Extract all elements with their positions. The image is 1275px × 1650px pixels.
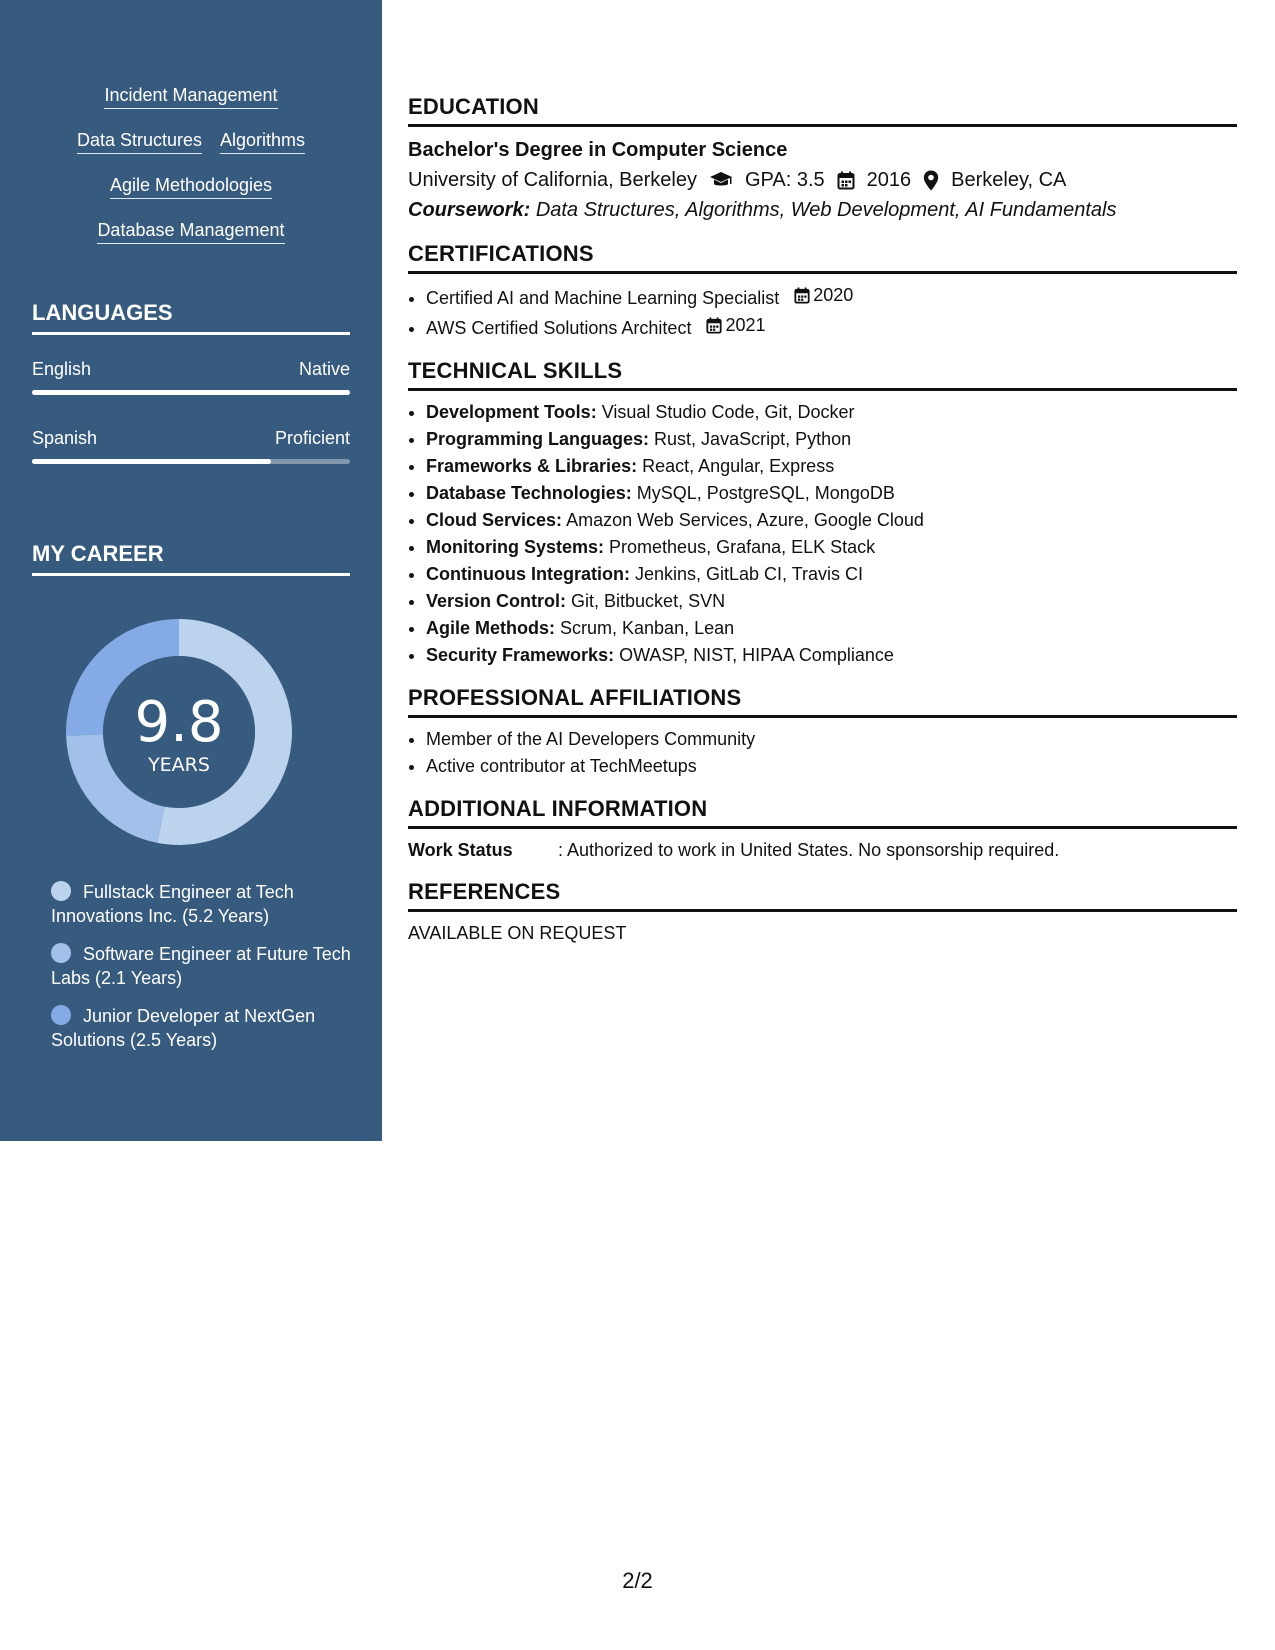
education-heading: EDUCATION bbox=[408, 92, 1237, 127]
legend-dot-icon bbox=[51, 1005, 71, 1025]
references-section bbox=[408, 877, 1237, 946]
skill-item: • Agile Methods: Scrum, Kanban, Lean bbox=[426, 615, 1237, 642]
career-legend bbox=[51, 880, 351, 1066]
skill-item: • Version Control: Git, Bitbucket, SVN bbox=[426, 588, 1237, 615]
degree-title: Bachelor's Degree in Computer Science bbox=[408, 139, 788, 161]
coursework-list: Data Structures, Algorithms, Web Development, AI Fundamentals bbox=[535, 199, 1117, 221]
language-bar-fill bbox=[32, 390, 350, 395]
references-heading: REFERENCES bbox=[408, 877, 1237, 912]
skill-tag[interactable]: Incident Management bbox=[104, 84, 277, 109]
skill-tags bbox=[0, 84, 382, 264]
calendar-icon bbox=[794, 287, 810, 304]
language-name: Spanish bbox=[32, 428, 98, 448]
career-total: 9.8 bbox=[134, 690, 224, 755]
skill-item: • Continuous Integration: Jenkins, GitLab CI, Travis CI bbox=[426, 561, 1237, 588]
career-label: Fullstack Engineer at Tech Innovations Inc. (5.2 Years) bbox=[51, 882, 294, 926]
education-location: Berkeley, CA bbox=[951, 169, 1067, 191]
affiliation-item: • Member of the AI Developers Community bbox=[426, 726, 1237, 753]
school-name: University of California, Berkeley bbox=[408, 169, 697, 191]
sidebar bbox=[0, 0, 382, 1141]
affiliations-heading: PROFESSIONAL AFFILIATIONS bbox=[408, 683, 1237, 718]
main-content bbox=[408, 92, 1237, 960]
certification-name: AWS Certified Solutions Architect bbox=[426, 318, 692, 338]
certifications-heading: CERTIFICATIONS bbox=[408, 239, 1237, 274]
certification-name: Certified AI and Machine Learning Specialist bbox=[426, 288, 780, 308]
career-legend-item bbox=[51, 942, 351, 990]
affiliations-section bbox=[408, 683, 1237, 780]
affiliations-list bbox=[408, 726, 1237, 780]
work-status-label: Work Status bbox=[408, 840, 513, 860]
skill-item: • Security Frameworks: OWASP, NIST, HIPAA Compliance bbox=[426, 642, 1237, 669]
additional-info-heading: ADDITIONAL INFORMATION bbox=[408, 794, 1237, 829]
skill-tag[interactable]: Agile Methodologies bbox=[110, 174, 272, 199]
certifications-list bbox=[408, 282, 1237, 342]
skill-item: • Programming Languages: Rust, JavaScript, Python bbox=[426, 426, 1237, 453]
skill-item: • Development Tools: Visual Studio Code, Git, Docker bbox=[426, 399, 1237, 426]
language-bar bbox=[32, 390, 350, 395]
certification-year: 2020 bbox=[794, 282, 853, 309]
languages-heading: LANGUAGES bbox=[32, 300, 350, 335]
language-bar-fill bbox=[32, 459, 271, 464]
skill-row bbox=[0, 84, 382, 129]
career-legend-item bbox=[51, 880, 351, 928]
skill-row bbox=[0, 129, 382, 174]
graduation-cap-icon bbox=[709, 171, 733, 189]
certification-item bbox=[426, 282, 1237, 312]
skill-row bbox=[0, 174, 382, 219]
technical-skills-section bbox=[408, 356, 1237, 669]
language-english bbox=[32, 358, 350, 395]
language-level: Proficient bbox=[274, 428, 350, 448]
language-name: English bbox=[32, 359, 92, 379]
skill-tag[interactable]: Database Management bbox=[97, 219, 284, 244]
graduation-year: 2016 bbox=[866, 169, 912, 191]
skill-item: • Frameworks & Libraries: React, Angular, Express bbox=[426, 453, 1237, 480]
legend-dot-icon bbox=[51, 943, 71, 963]
additional-info-section bbox=[408, 794, 1237, 863]
career-legend-item bbox=[51, 1004, 351, 1052]
coursework-label: Coursework: bbox=[408, 199, 531, 221]
technical-skills-heading: TECHNICAL SKILLS bbox=[408, 356, 1237, 391]
certification-item bbox=[426, 312, 1237, 342]
skill-item: • Monitoring Systems: Prometheus, Grafana, ELK Stack bbox=[426, 534, 1237, 561]
page-number: 2/2 bbox=[622, 1568, 653, 1593]
skill-tag[interactable]: Data Structures bbox=[77, 129, 202, 154]
career-label: Junior Developer at NextGen Solutions (2.5 Years) bbox=[51, 1006, 316, 1050]
legend-dot-icon bbox=[51, 881, 71, 901]
language-spanish bbox=[32, 427, 350, 464]
career-heading: MY CAREER bbox=[32, 541, 350, 576]
affiliation-item: • Active contributor at TechMeetups bbox=[426, 753, 1237, 780]
skill-row bbox=[0, 219, 382, 264]
calendar-icon bbox=[706, 317, 722, 334]
certifications-section bbox=[408, 239, 1237, 342]
certification-year: 2021 bbox=[706, 312, 765, 339]
skill-item: • Database Technologies: MySQL, PostgreSQL, MongoDB bbox=[426, 480, 1237, 507]
language-level: Native bbox=[298, 359, 350, 379]
gpa: GPA: 3.5 bbox=[745, 169, 825, 191]
work-status bbox=[408, 837, 1237, 863]
career-donut-chart bbox=[66, 619, 292, 845]
coursework bbox=[408, 195, 1237, 225]
language-bar bbox=[32, 459, 350, 464]
career-unit: YEARS bbox=[148, 754, 210, 776]
education-details bbox=[408, 165, 1237, 195]
location-pin-icon bbox=[923, 170, 939, 191]
skill-tag[interactable]: Algorithms bbox=[220, 129, 305, 154]
education-section bbox=[408, 92, 1237, 225]
skill-item: • Cloud Services: Amazon Web Services, Azure, Google Cloud bbox=[426, 507, 1237, 534]
career-label: Software Engineer at Future Tech Labs (2.1 Years) bbox=[51, 944, 351, 988]
references-text: AVAILABLE ON REQUEST bbox=[408, 923, 627, 943]
work-status-value: : Authorized to work in United States. No sponsorship required. bbox=[558, 840, 1060, 860]
technical-skills-list bbox=[408, 399, 1237, 669]
calendar-icon bbox=[837, 171, 855, 190]
